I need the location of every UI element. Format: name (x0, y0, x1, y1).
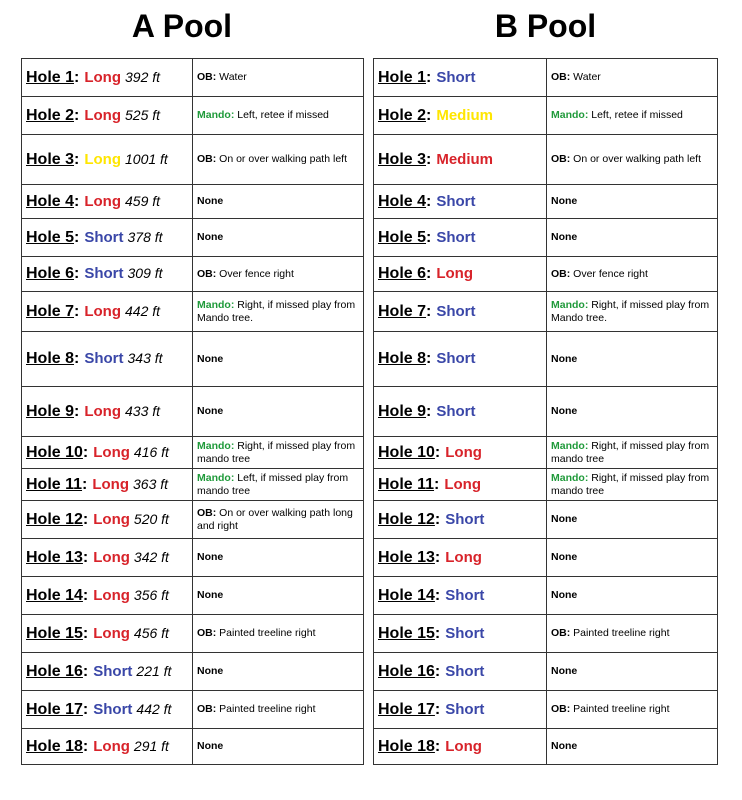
rule-note: Over fence right (219, 267, 294, 280)
hole-row (22, 332, 364, 387)
rule-cell (193, 729, 364, 765)
hole-colon: : (434, 737, 441, 755)
hole-row (22, 59, 364, 97)
hole-distance: 221 ft (136, 662, 172, 679)
ob-label: OB: (197, 703, 217, 715)
hole-number: Hole 11 (26, 475, 83, 493)
hole-colon: : (434, 475, 440, 493)
hole-row (22, 469, 364, 501)
ob-label: OB: (551, 703, 571, 715)
hole-colon: : (426, 265, 432, 282)
hole-colon: : (74, 302, 80, 320)
hole-number: Hole 5 (26, 228, 75, 246)
mando-label: Mando: (197, 109, 235, 121)
mando-label: Mando: (551, 298, 589, 311)
hole-row (374, 501, 718, 539)
rule-note: Right, if missed play from Mando tree. (197, 298, 356, 324)
ob-label: OB: (551, 71, 571, 83)
hole-distance: 342 ft (133, 548, 169, 565)
ob-label: OB: (197, 71, 217, 83)
rule-note: Right, if missed play from Mando tree. (551, 298, 710, 324)
rule-cell (193, 501, 364, 539)
rule-cell (547, 185, 718, 219)
hole-number: Hole 6 (378, 265, 427, 282)
hole-cell (22, 577, 193, 615)
hole-length-label: Short (436, 192, 476, 210)
rule-cell (193, 219, 364, 257)
hole-length-label: Medium (436, 106, 494, 124)
hole-row (374, 615, 718, 653)
hole-colon: : (82, 586, 89, 604)
ob-label: OB: (197, 627, 217, 639)
hole-number: Hole 8 (26, 350, 75, 367)
hole-number: Hole 3 (26, 150, 75, 168)
hole-colon: : (426, 350, 432, 367)
rule-note: Water (219, 71, 247, 83)
hole-number: Hole 13 (26, 548, 83, 566)
rule-cell (547, 691, 718, 729)
hole-number: Hole 1 (26, 68, 75, 86)
hole-number: Hole 17 (378, 700, 435, 718)
hole-row (22, 185, 364, 219)
hole-cell (22, 135, 193, 185)
hole-distance: 459 ft (125, 192, 161, 209)
rule-note: None (551, 405, 578, 417)
hole-number: Hole 9 (26, 402, 75, 420)
hole-distance: 520 ft (133, 510, 169, 527)
rule-note: None (551, 551, 578, 563)
hole-colon: : (82, 700, 89, 718)
rule-cell (547, 292, 718, 332)
hole-length-label: Long (444, 475, 482, 493)
hole-colon: : (74, 192, 80, 210)
ob-label: OB: (551, 267, 571, 280)
hole-length-label: Long (92, 475, 130, 493)
hole-cell (22, 387, 193, 437)
hole-length-label: Long (84, 150, 121, 168)
hole-number: Hole 6 (26, 265, 75, 282)
hole-number: Hole 12 (378, 510, 435, 528)
rule-note: None (197, 740, 224, 752)
hole-length-label: Long (445, 737, 482, 755)
rule-note: None (551, 231, 578, 243)
hole-row (22, 387, 364, 437)
hole-distance: 525 ft (125, 106, 161, 123)
rule-note: None (197, 551, 224, 563)
hole-number: Hole 7 (378, 302, 427, 320)
rule-cell (193, 387, 364, 437)
rule-cell (193, 691, 364, 729)
hole-number: Hole 8 (378, 350, 427, 367)
hole-colon: : (434, 662, 441, 680)
hole-cell (374, 332, 547, 387)
rule-cell (193, 135, 364, 185)
hole-length-label: Short (445, 700, 485, 718)
hole-colon: : (426, 150, 432, 168)
hole-colon: : (82, 475, 88, 493)
hole-cell (374, 292, 547, 332)
hole-length-label: Long (93, 624, 130, 642)
rule-cell (547, 257, 718, 292)
hole-distance: 392 ft (125, 68, 161, 85)
hole-cell (374, 729, 547, 765)
hole-cell (374, 135, 547, 185)
hole-colon: : (82, 548, 89, 566)
hole-length-label: Short (84, 350, 124, 367)
hole-number: Hole 12 (26, 510, 83, 528)
hole-row (22, 292, 364, 332)
hole-row (374, 387, 718, 437)
rule-note: None (551, 740, 578, 752)
hole-length-label: Short (436, 68, 476, 86)
hole-cell (374, 59, 547, 97)
hole-row (22, 219, 364, 257)
rule-cell (547, 469, 718, 501)
hole-length-label: Long (93, 510, 130, 528)
hole-colon: : (426, 402, 432, 420)
rule-cell (193, 469, 364, 501)
rule-note: On or over walking path left (573, 153, 701, 165)
hole-colon: : (434, 700, 441, 718)
hole-number: Hole 14 (378, 586, 435, 604)
hole-colon: : (82, 443, 89, 461)
hole-length-label: Short (445, 586, 485, 604)
hole-length-label: Short (84, 228, 124, 246)
hole-colon: : (434, 586, 441, 604)
hole-length-label: Long (84, 402, 121, 420)
hole-colon: : (74, 350, 80, 367)
hole-row (22, 691, 364, 729)
hole-colon: : (74, 106, 80, 124)
rule-note: Right, if missed play from mando tree (197, 439, 356, 465)
hole-colon: : (434, 548, 441, 566)
hole-row (22, 653, 364, 691)
hole-cell (22, 437, 193, 469)
rule-note: None (197, 589, 224, 601)
hole-row (374, 691, 718, 729)
hole-distance: 291 ft (133, 737, 169, 754)
hole-number: Hole 7 (26, 302, 75, 320)
pool-a-table (21, 58, 364, 765)
hole-distance: 356 ft (133, 586, 169, 603)
hole-distance: 433 ft (125, 402, 161, 419)
hole-number: Hole 9 (378, 402, 427, 420)
hole-row (22, 729, 364, 765)
hole-distance: 363 ft (133, 475, 169, 492)
hole-length-label: Long (84, 106, 121, 124)
mando-label: Mando: (551, 471, 589, 484)
rule-note: None (197, 665, 224, 677)
rule-cell (193, 257, 364, 292)
hole-row (374, 539, 718, 577)
hole-length-label: Short (436, 402, 476, 420)
rule-cell (547, 387, 718, 437)
hole-colon: : (82, 737, 89, 755)
hole-cell (374, 615, 547, 653)
hole-length-label: Short (93, 700, 133, 718)
hole-number: Hole 18 (26, 737, 83, 755)
hole-number: Hole 2 (26, 106, 75, 124)
hole-length-label: Long (93, 737, 130, 755)
hole-number: Hole 14 (26, 586, 83, 604)
rule-note: Painted treeline right (573, 703, 670, 715)
rule-cell (193, 185, 364, 219)
mando-label: Mando: (197, 471, 235, 484)
hole-distance: 416 ft (133, 443, 169, 460)
hole-number: Hole 2 (378, 106, 427, 124)
hole-number: Hole 18 (378, 737, 435, 755)
hole-cell (374, 501, 547, 539)
rule-cell (193, 615, 364, 653)
rule-cell (547, 577, 718, 615)
hole-colon: : (82, 624, 89, 642)
mando-label: Mando: (551, 439, 589, 452)
rule-note: Painted treeline right (219, 627, 316, 639)
hole-colon: : (82, 662, 89, 680)
hole-cell (22, 59, 193, 97)
hole-cell (374, 653, 547, 691)
hole-row (374, 437, 718, 469)
hole-distance: 343 ft (127, 350, 163, 366)
hole-colon: : (426, 68, 432, 86)
ob-label: OB: (551, 627, 571, 639)
hole-number: Hole 10 (26, 443, 83, 461)
rule-note: Right, if missed play from mando tree (551, 439, 710, 465)
rule-cell (193, 653, 364, 691)
rule-cell (547, 729, 718, 765)
hole-cell (22, 615, 193, 653)
hole-number: Hole 4 (378, 192, 427, 210)
hole-row (22, 135, 364, 185)
rule-note: None (551, 513, 578, 525)
rule-cell (193, 437, 364, 469)
rule-note: None (197, 195, 224, 207)
hole-cell (22, 292, 193, 332)
rule-note: On or over walking path left (219, 153, 347, 165)
mando-label: Mando: (197, 439, 235, 452)
ob-label: OB: (197, 267, 217, 280)
hole-row (374, 185, 718, 219)
rule-cell (547, 615, 718, 653)
mando-label: Mando: (551, 109, 589, 121)
hole-length-label: Long (436, 265, 473, 282)
pool-b-title: B Pool (494, 8, 597, 44)
hole-cell (22, 257, 193, 292)
hole-cell (22, 691, 193, 729)
hole-number: Hole 13 (378, 548, 435, 566)
hole-row (374, 653, 718, 691)
hole-number: Hole 3 (378, 150, 427, 168)
rule-note: None (197, 231, 224, 243)
rule-cell (547, 539, 718, 577)
rule-note: Left, retee if missed (237, 109, 329, 121)
hole-colon: : (74, 150, 80, 168)
hole-row (22, 257, 364, 292)
hole-number: Hole 10 (378, 443, 435, 461)
hole-number: Hole 15 (26, 624, 83, 642)
hole-length-label: Short (93, 662, 133, 680)
hole-row (22, 615, 364, 653)
hole-distance: 442 ft (136, 700, 172, 717)
hole-colon: : (434, 510, 441, 528)
hole-colon: : (426, 192, 432, 210)
hole-colon: : (434, 624, 441, 642)
hole-number: Hole 4 (26, 192, 75, 210)
hole-distance: 378 ft (127, 228, 163, 245)
rule-cell (193, 539, 364, 577)
hole-distance: 309 ft (127, 265, 163, 281)
hole-number: Hole 1 (378, 68, 427, 86)
hole-colon: : (434, 443, 441, 461)
rule-note: None (197, 352, 224, 365)
rule-note: None (551, 665, 578, 677)
hole-length-label: Long (93, 548, 130, 566)
hole-length-label: Long (84, 302, 121, 320)
hole-cell (374, 577, 547, 615)
hole-cell (374, 97, 547, 135)
rule-note: Painted treeline right (219, 703, 316, 715)
hole-row (374, 59, 718, 97)
hole-length-label: Short (445, 624, 485, 642)
hole-cell (374, 691, 547, 729)
hole-length-label: Long (84, 68, 121, 86)
hole-row (374, 257, 718, 292)
ob-label: OB: (197, 153, 217, 165)
rule-note: Painted treeline right (573, 627, 670, 639)
rule-cell (193, 332, 364, 387)
hole-row (22, 97, 364, 135)
rule-note: None (551, 589, 578, 601)
hole-number: Hole 17 (26, 700, 83, 718)
hole-cell (22, 729, 193, 765)
rule-cell (547, 332, 718, 387)
rule-note: None (551, 352, 578, 365)
hole-cell (22, 219, 193, 257)
hole-length-label: Long (93, 443, 130, 461)
hole-cell (374, 185, 547, 219)
hole-row (374, 577, 718, 615)
rule-note: Water (573, 71, 601, 83)
hole-length-label: Short (436, 350, 476, 367)
hole-length-label: Long (93, 586, 130, 604)
hole-cell (22, 653, 193, 691)
rule-note: Left, if missed play from mando tree (197, 471, 349, 497)
hole-row (374, 469, 718, 501)
ob-label: OB: (197, 506, 217, 519)
hole-cell (22, 501, 193, 539)
hole-cell (22, 539, 193, 577)
pool-a-title: A Pool (131, 8, 233, 44)
ob-label: OB: (551, 153, 571, 165)
hole-number: Hole 5 (378, 228, 427, 246)
hole-length-label: Short (84, 265, 124, 282)
rule-cell (193, 577, 364, 615)
hole-cell (374, 257, 547, 292)
hole-colon: : (74, 402, 80, 420)
hole-length-label: Short (436, 228, 476, 246)
hole-distance: 1001 ft (125, 150, 168, 167)
rule-note: On or over walking path long and right (197, 506, 353, 532)
hole-length-label: Long (445, 443, 482, 461)
hole-colon: : (74, 265, 80, 282)
hole-colon: : (426, 228, 432, 246)
hole-row (374, 219, 718, 257)
hole-cell (22, 332, 193, 387)
hole-number: Hole 16 (378, 662, 435, 680)
hole-row (374, 135, 718, 185)
rule-cell (547, 97, 718, 135)
hole-distance: 456 ft (133, 624, 169, 641)
hole-length-label: Short (445, 510, 485, 528)
hole-row (22, 501, 364, 539)
rule-cell (547, 501, 718, 539)
hole-row (22, 539, 364, 577)
hole-row (22, 577, 364, 615)
rule-cell (547, 219, 718, 257)
hole-cell (374, 219, 547, 257)
hole-colon: : (82, 510, 89, 528)
hole-row (374, 332, 718, 387)
hole-colon: : (74, 68, 80, 86)
rule-cell (547, 59, 718, 97)
hole-row (374, 729, 718, 765)
hole-length-label: Medium (436, 150, 494, 168)
hole-distance: 442 ft (125, 302, 161, 319)
mando-label: Mando: (197, 298, 235, 311)
rule-note: Right, if missed play from mando tree (551, 471, 710, 497)
rule-note: Left, retee if missed (591, 109, 683, 121)
hole-cell (22, 469, 193, 501)
rule-cell (193, 292, 364, 332)
hole-cell (374, 437, 547, 469)
hole-row (22, 437, 364, 469)
rule-note: None (197, 405, 224, 417)
hole-length-label: Short (436, 302, 476, 320)
hole-number: Hole 16 (26, 662, 83, 680)
hole-cell (374, 387, 547, 437)
hole-colon: : (426, 302, 432, 320)
hole-colon: : (426, 106, 432, 124)
hole-cell (22, 97, 193, 135)
hole-row (374, 97, 718, 135)
rule-note: None (551, 195, 578, 207)
rule-cell (547, 135, 718, 185)
rule-cell (193, 59, 364, 97)
hole-number: Hole 15 (378, 624, 435, 642)
pool-b-table (373, 58, 718, 765)
hole-cell (374, 469, 547, 501)
rule-cell (193, 97, 364, 135)
hole-length-label: Long (84, 192, 121, 210)
rule-note: Over fence right (573, 267, 648, 280)
hole-length-label: Short (445, 662, 485, 680)
hole-number: Hole 11 (378, 475, 435, 493)
rule-cell (547, 653, 718, 691)
rule-cell (547, 437, 718, 469)
hole-colon: : (74, 228, 80, 246)
hole-length-label: Long (445, 548, 482, 566)
hole-cell (22, 185, 193, 219)
hole-cell (374, 539, 547, 577)
hole-row (374, 292, 718, 332)
